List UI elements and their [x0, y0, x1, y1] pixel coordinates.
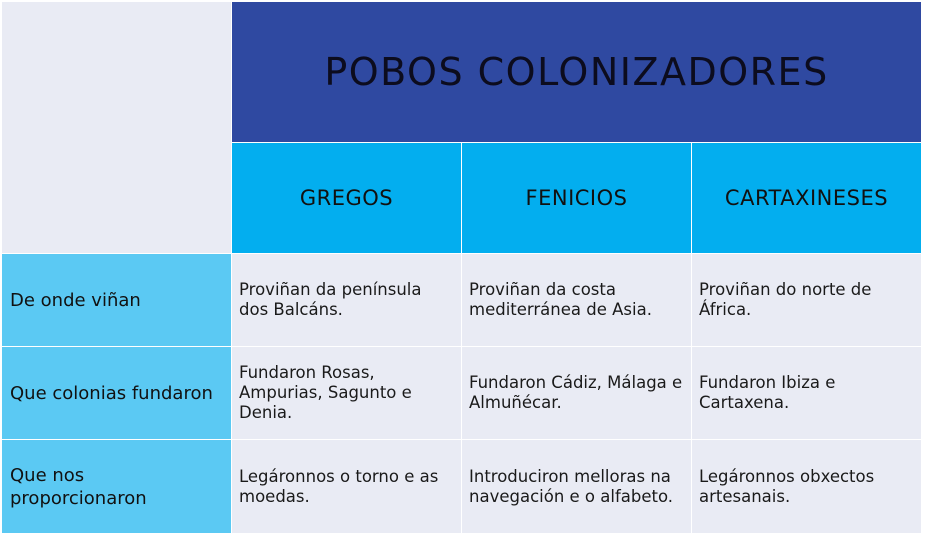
- table-cell: [462, 440, 691, 533]
- table-cell: [692, 254, 921, 346]
- cell-text: Fundaron Rosas, Ampurias, Sagunto e Denia.: [239, 363, 412, 422]
- cell-text: Fundaron Cádiz, Málaga e Almuñécar.: [469, 373, 683, 412]
- colonizers-table: [2, 2, 922, 535]
- cell-text: Introduciron melloras na navegación e o alfabeto.: [469, 466, 674, 506]
- cell-text: Proviñan do norte de África.: [699, 280, 872, 319]
- row-header-label: De onde viñan: [10, 289, 141, 311]
- column-header-fenicios: [462, 143, 691, 253]
- table-cell: [232, 440, 461, 533]
- row-header-label: Que nos proporcionaron: [10, 464, 147, 509]
- table-cell: [462, 254, 691, 346]
- cell-text: Proviñan da costa mediterránea de Asia.: [469, 280, 652, 319]
- table-cell: [462, 347, 691, 439]
- column-header-label: FENICIOS: [525, 186, 628, 210]
- column-header-gregos: [232, 143, 461, 253]
- column-header-label: CARTAXINESES: [724, 186, 889, 210]
- table-title-cell: [232, 2, 921, 142]
- table-cell: [232, 254, 461, 346]
- table-cell: [232, 347, 461, 439]
- row-header-label: Que colonias fundaron: [10, 382, 213, 404]
- cell-text: Fundaron Ibiza e Cartaxena.: [699, 373, 836, 412]
- cell-text: Proviñan da península dos Balcáns.: [239, 280, 422, 319]
- table-cell: [692, 347, 921, 439]
- cell-text: Legáronnos obxectos artesanais.: [699, 466, 875, 506]
- row-header-legacy: [2, 440, 231, 533]
- row-header-origin: [2, 254, 231, 346]
- row-header-colonies: [2, 347, 231, 439]
- table-title: POBOS COLONIZADORES: [324, 50, 829, 94]
- column-header-cartaxineses: [692, 143, 921, 253]
- cell-text: Legáronnos o torno e as moedas.: [239, 466, 439, 506]
- corner-cell: [2, 2, 231, 253]
- table-cell: [692, 440, 921, 533]
- column-header-label: GREGOS: [299, 186, 394, 210]
